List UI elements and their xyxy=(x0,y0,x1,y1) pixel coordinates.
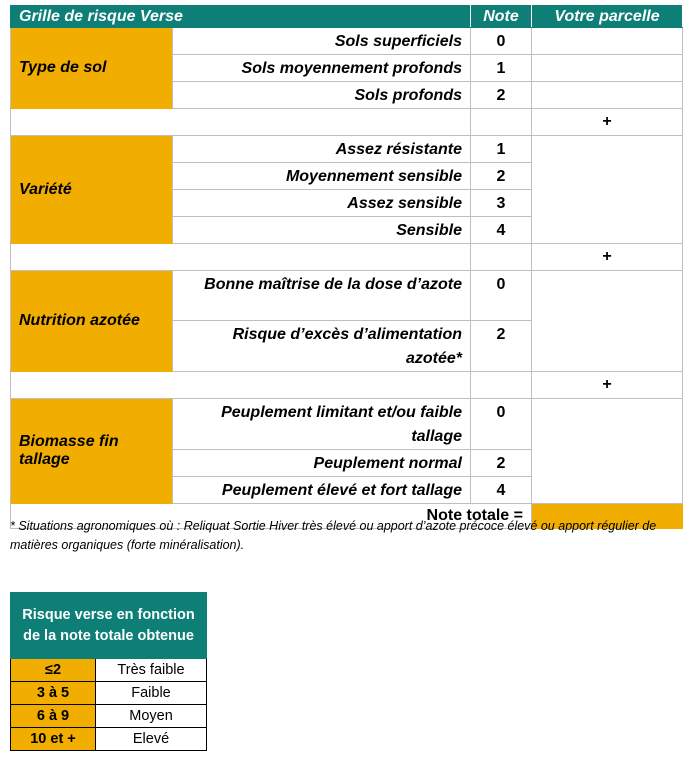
blank-cell xyxy=(11,109,471,136)
option-label: Sols moyennement profonds xyxy=(173,55,471,82)
table-row xyxy=(11,705,207,728)
option-label: Sols profonds xyxy=(173,82,471,109)
risk-range: 6 à 9 xyxy=(11,705,96,728)
risk-level: Faible xyxy=(96,682,207,705)
plus-sign: + xyxy=(532,372,683,399)
parcelle-cell[interactable] xyxy=(532,82,683,109)
category-type-de-sol: Type de sol xyxy=(11,28,173,109)
blank-cell xyxy=(11,244,471,271)
parcelle-cell[interactable] xyxy=(532,28,683,55)
category-variete: Variété xyxy=(11,136,173,244)
plus-sign: + xyxy=(532,109,683,136)
category-biomasse-fin-tallage: Biomasse fin tallage xyxy=(11,399,173,504)
parcelle-cell[interactable] xyxy=(532,271,683,372)
table-row xyxy=(11,682,207,705)
grid-header-row xyxy=(11,6,683,28)
table-row xyxy=(11,28,683,55)
risk-header-row xyxy=(11,593,207,659)
blank-cell xyxy=(471,372,532,399)
option-note: 2 xyxy=(471,321,532,372)
option-label: Sensible xyxy=(173,217,471,244)
option-note: 1 xyxy=(471,55,532,82)
option-label: Assez sensible xyxy=(173,190,471,217)
risk-level: Très faible xyxy=(96,659,207,682)
option-label: Assez résistante xyxy=(173,136,471,163)
risk-level: Moyen xyxy=(96,705,207,728)
separator-row xyxy=(11,372,683,399)
option-note: 3 xyxy=(471,190,532,217)
blank-cell xyxy=(471,244,532,271)
option-label: Peuplement limitant et/ou faible tallage xyxy=(173,399,471,450)
risk-level: Elevé xyxy=(96,728,207,751)
blank-cell xyxy=(11,372,471,399)
option-note: 0 xyxy=(471,28,532,55)
risk-level-table xyxy=(10,592,207,751)
option-label: Risque d’excès d’alimentation azotée* xyxy=(173,321,471,372)
risk-range: ≤2 xyxy=(11,659,96,682)
blank-cell xyxy=(471,109,532,136)
category-nutrition-azotee: Nutrition azotée xyxy=(11,271,173,372)
parcelle-header: Votre parcelle xyxy=(532,6,683,28)
table-row xyxy=(11,136,683,163)
grid-title: Grille de risque Verse xyxy=(11,6,471,28)
option-note: 1 xyxy=(471,136,532,163)
option-note: 2 xyxy=(471,82,532,109)
option-label: Peuplement élevé et fort tallage xyxy=(173,477,471,504)
note-header: Note xyxy=(471,6,532,28)
footnote: * Situations agronomiques où : Reliquat Sortie Hiver très élevé ou apport d’azote précoce élevé ou apport régulier de matières organiques (forte minéralisation). xyxy=(10,519,657,552)
separator-row xyxy=(11,244,683,271)
option-label: Sols superficiels xyxy=(173,28,471,55)
table-row xyxy=(11,659,207,682)
risk-table-header: Risque verse en fonction de la note totale obtenue xyxy=(11,593,207,659)
parcelle-cell[interactable] xyxy=(532,55,683,82)
option-label: Bonne maîtrise de la dose d’azote xyxy=(173,271,471,321)
parcelle-cell[interactable] xyxy=(532,399,683,504)
option-note: 0 xyxy=(471,271,532,321)
risk-range: 10 et + xyxy=(11,728,96,751)
option-note: 0 xyxy=(471,399,532,450)
verse-risk-grid xyxy=(10,5,683,529)
option-label: Peuplement normal xyxy=(173,450,471,477)
table-row xyxy=(11,399,683,450)
option-note: 4 xyxy=(471,217,532,244)
option-label: Moyennement sensible xyxy=(173,163,471,190)
option-note: 4 xyxy=(471,477,532,504)
plus-sign: + xyxy=(532,244,683,271)
total-label: Note totale = xyxy=(11,504,532,529)
risk-range: 3 à 5 xyxy=(11,682,96,705)
option-note: 2 xyxy=(471,163,532,190)
parcelle-cell[interactable] xyxy=(532,136,683,244)
table-row xyxy=(11,271,683,321)
table-row xyxy=(11,728,207,751)
option-note: 2 xyxy=(471,450,532,477)
separator-row xyxy=(11,109,683,136)
